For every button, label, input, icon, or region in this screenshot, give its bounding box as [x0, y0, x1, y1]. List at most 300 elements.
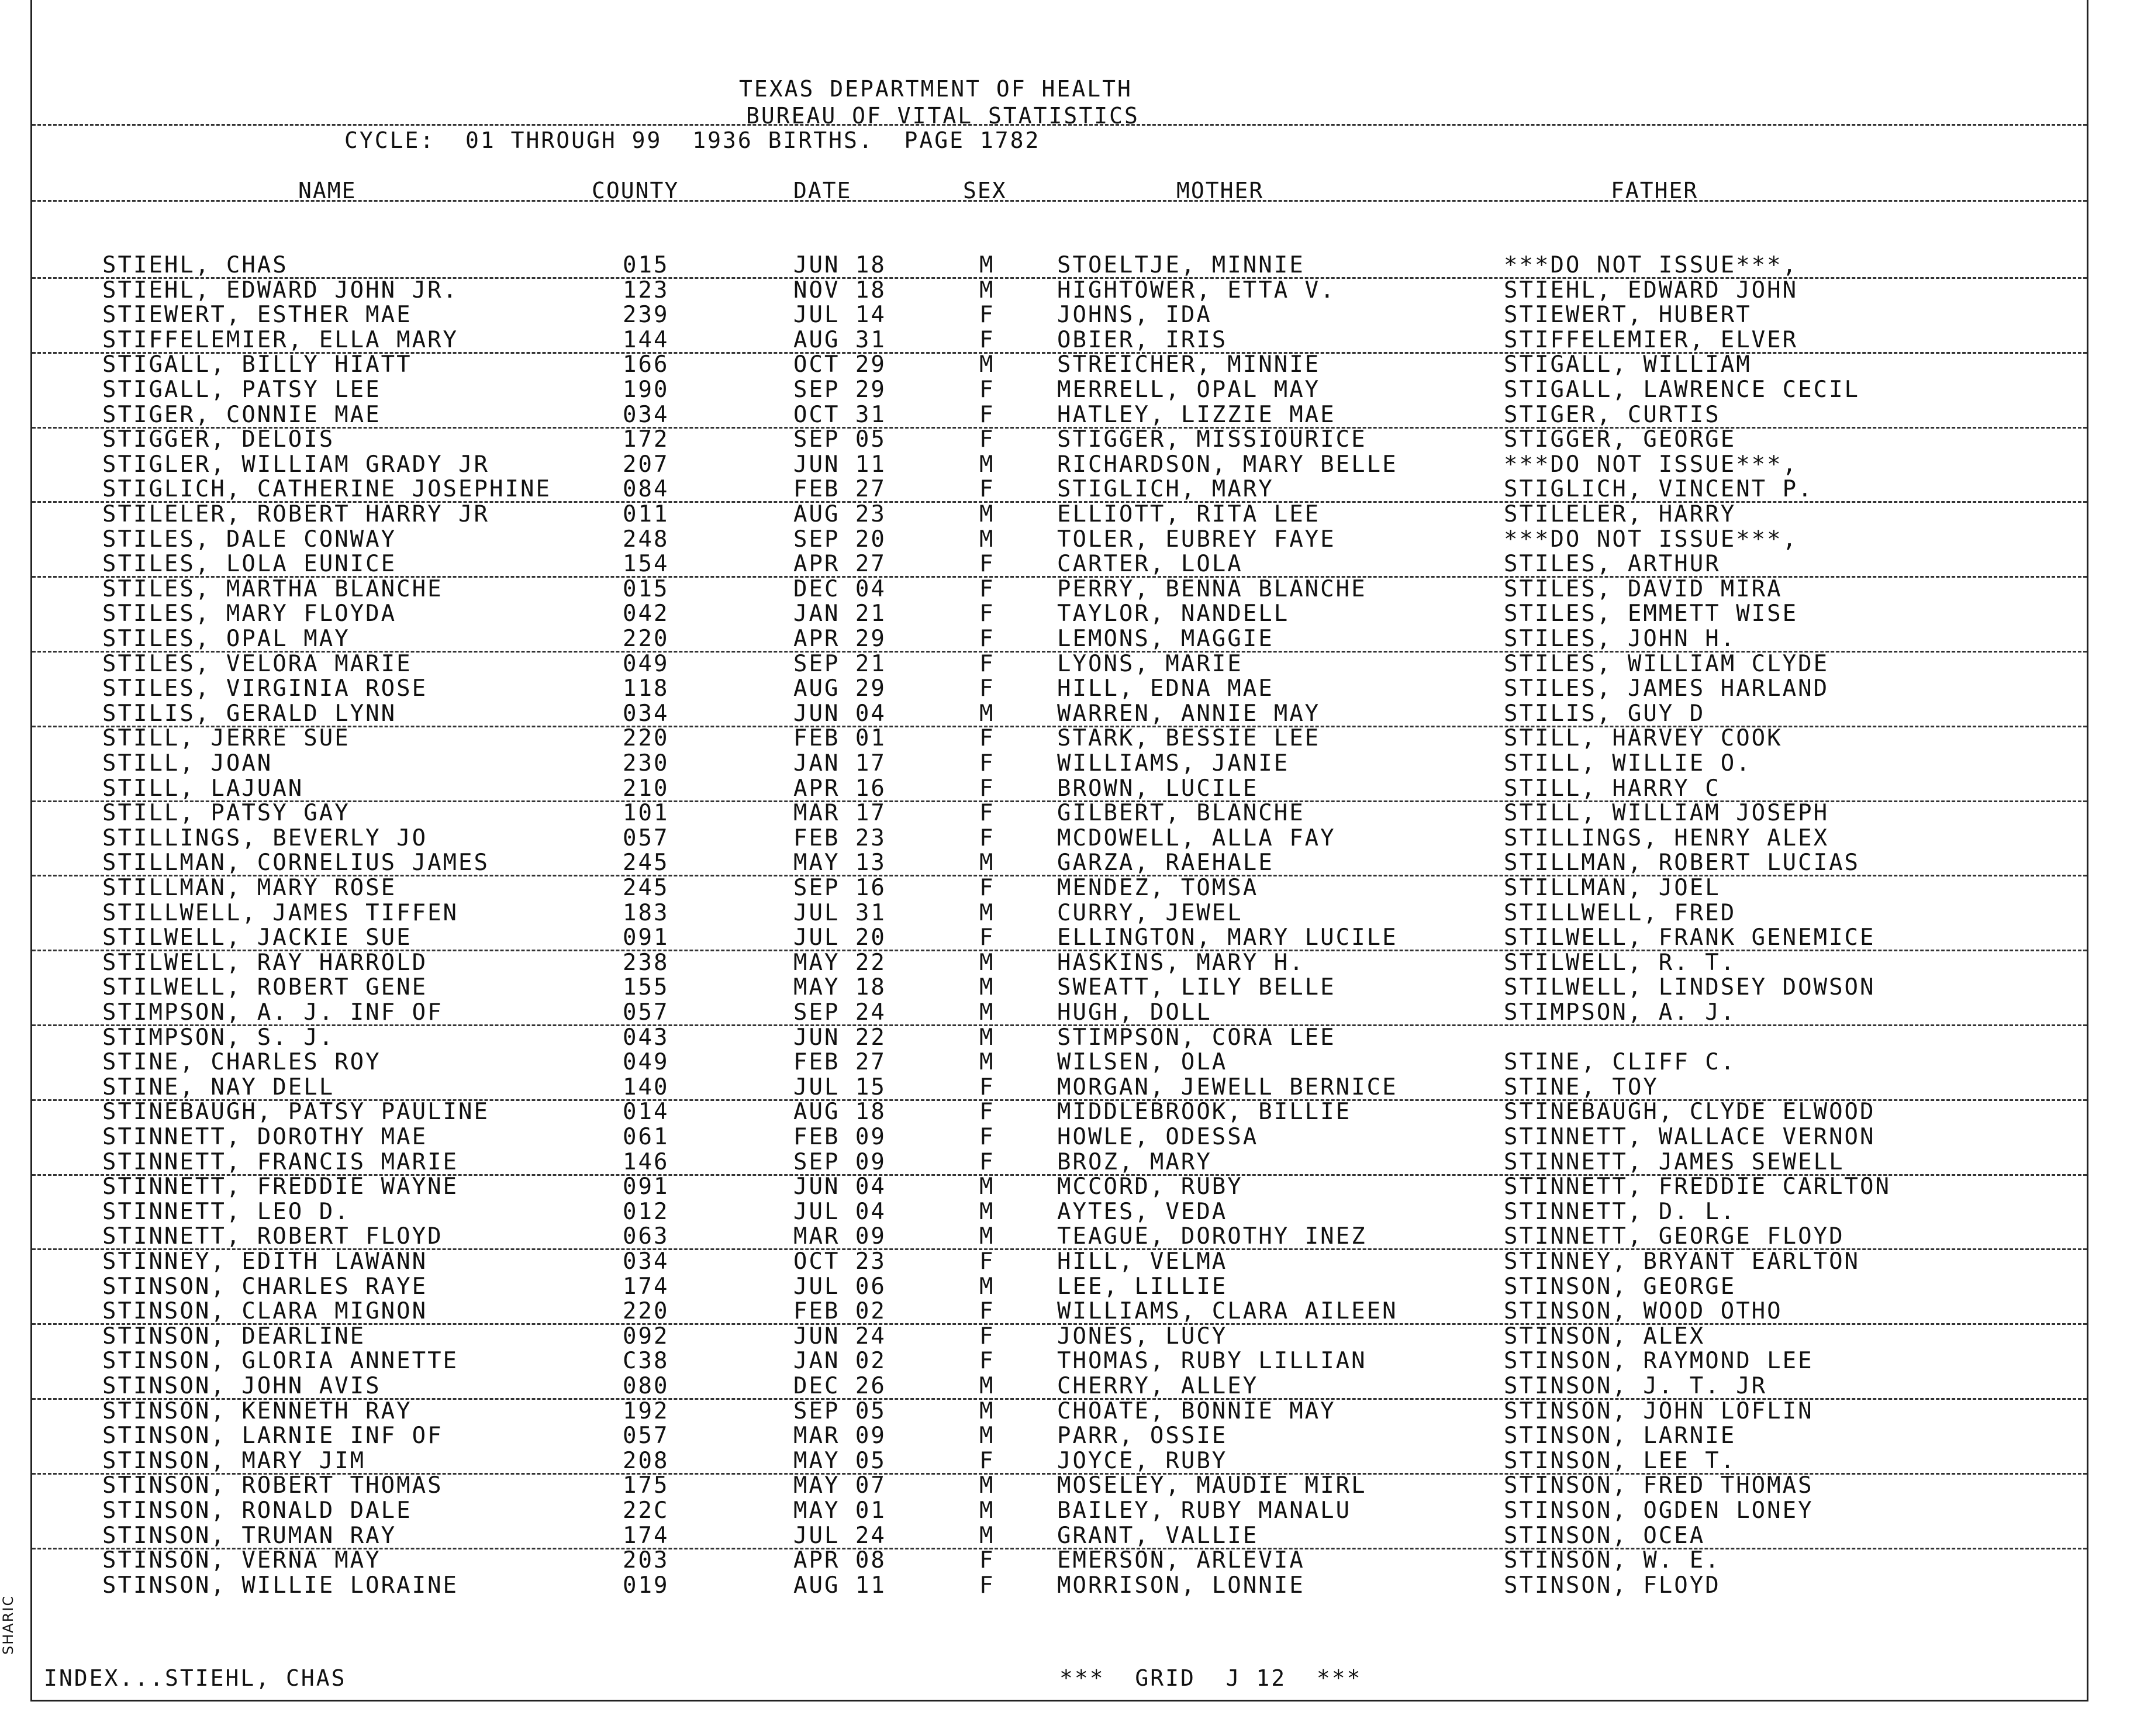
record-name: STILL, JOAN [102, 750, 273, 776]
record-row [32, 601, 2087, 626]
record-date: APR 27 [793, 551, 886, 578]
record-father: STINE, TOY [1504, 1074, 1659, 1100]
record-date: MAR 17 [793, 800, 886, 827]
record-county: 123 [623, 277, 669, 303]
record-row [32, 1473, 2087, 1497]
record-name: STILWELL, JACKIE SUE [102, 924, 412, 951]
record-father: STIGALL, LAWRENCE CECIL [1504, 377, 1860, 403]
record-father: STILES, WILLIAM CLYDE [1504, 650, 1829, 677]
record-sex: F [979, 426, 995, 453]
record-date: MAR 09 [793, 1423, 886, 1449]
record-mother: LEE, LILLIE [1057, 1273, 1228, 1300]
record-county: 019 [623, 1572, 669, 1599]
record-name: STIGLICH, CATHERINE JOSEPHINE [102, 476, 551, 503]
record-father: STILELER, HARRY [1504, 501, 1736, 527]
record-father: STINSON, GEORGE [1504, 1273, 1736, 1300]
record-date: MAY 05 [793, 1447, 886, 1474]
record-name: STIFFELEMIER, ELLA MARY [102, 326, 459, 353]
record-row [32, 975, 2087, 999]
record-date: JAN 17 [793, 750, 886, 776]
record-date: MAY 18 [793, 974, 886, 1001]
record-mother: THOMAS, RUBY LILLIAN [1057, 1348, 1367, 1375]
record-date: APR 08 [793, 1547, 886, 1574]
record-sex: F [979, 476, 995, 503]
record-mother: MORRISON, LONNIE [1057, 1572, 1305, 1599]
record-mother: BROZ, MARY [1057, 1148, 1212, 1175]
record-county: 220 [623, 626, 669, 652]
record-father: STINSON, J. T. JR [1504, 1373, 1767, 1399]
record-date: AUG 18 [793, 1099, 886, 1126]
record-mother: WILSEN, OLA [1057, 1049, 1228, 1076]
record-row [32, 626, 2087, 653]
record-county: 118 [623, 675, 669, 702]
record-mother: HIGHTOWER, ETTA V. [1057, 277, 1336, 303]
department-title: TEXAS DEPARTMENT OF HEALTH [739, 76, 1133, 102]
record-name: STINSON, GLORIA ANNETTE [102, 1348, 459, 1375]
record-county: 146 [623, 1148, 669, 1175]
record-sex: M [979, 1198, 995, 1225]
record-row [32, 327, 2087, 354]
record-sex: F [979, 775, 995, 802]
record-sex: F [979, 1447, 995, 1474]
record-name: STILL, LAJUAN [102, 775, 304, 802]
record-sex: M [979, 451, 995, 478]
record-sex: F [979, 1348, 995, 1375]
record-row [32, 502, 2087, 526]
record-father: STIEWERT, HUBERT [1504, 302, 1752, 329]
record-name: STINSON, RONALD DALE [102, 1497, 412, 1524]
record-row [32, 1423, 2087, 1448]
record-father: STINNEY, BRYANT EARLTON [1504, 1248, 1860, 1275]
record-date: JUL 15 [793, 1074, 886, 1100]
record-county: 012 [623, 1198, 669, 1225]
record-name: STILES, MARY FLOYDA [102, 600, 397, 627]
record-mother: STIGLICH, MARY [1057, 476, 1274, 503]
record-date: OCT 29 [793, 351, 886, 378]
record-row [32, 1523, 2087, 1549]
record-name: STILLWELL, JAMES TIFFEN [102, 899, 459, 926]
record-county: 238 [623, 949, 669, 976]
record-name: STINNETT, FRANCIS MARIE [102, 1148, 459, 1175]
record-date: JUL 14 [793, 302, 886, 329]
record-name: STIGALL, BILLY HIATT [102, 351, 412, 378]
record-father: STIMPSON, A. J. [1504, 999, 1736, 1026]
record-date: APR 16 [793, 775, 886, 802]
record-sex: M [979, 949, 995, 976]
record-county: 063 [623, 1223, 669, 1250]
record-name: STINSON, DEARLINE [102, 1323, 366, 1350]
record-father: STINSON, RAYMOND LEE [1504, 1348, 1814, 1375]
record-sex: F [979, 725, 995, 752]
record-date: AUG 31 [793, 326, 886, 353]
record-row [32, 377, 2087, 402]
record-mother: WILLIAMS, JANIE [1057, 750, 1290, 776]
record-mother: STARK, BESSIE LEE [1057, 725, 1321, 752]
record-name: STIGGER, DELOIS [102, 426, 335, 453]
record-father: STILL, WILLIE O. [1504, 750, 1752, 776]
record-row [32, 875, 2087, 900]
record-county: 091 [623, 924, 669, 951]
record-row [32, 900, 2087, 925]
record-name: STILIS, GERALD LYNN [102, 700, 397, 727]
record-mother: MENDEZ, TOMSA [1057, 875, 1259, 901]
record-row [32, 1573, 2087, 1597]
record-county: 192 [623, 1397, 669, 1424]
record-name: STIMPSON, A. J. INF OF [102, 999, 443, 1026]
record-sex: M [979, 700, 995, 727]
record-sex: M [979, 526, 995, 553]
record-name: STILELER, ROBERT HARRY JR [102, 501, 489, 527]
record-name: STIEHL, EDWARD JOHN JR. [102, 277, 459, 303]
record-mother: JOYCE, RUBY [1057, 1447, 1228, 1474]
record-mother: CARTER, LOLA [1057, 551, 1243, 578]
record-date: JUN 22 [793, 1024, 886, 1051]
record-name: STINNETT, FREDDIE WAYNE [102, 1174, 459, 1200]
record-date: FEB 23 [793, 824, 886, 851]
record-father: STILLINGS, HENRY ALEX [1504, 824, 1829, 851]
record-row [32, 1249, 2087, 1273]
record-county: 207 [623, 451, 669, 478]
record-county: 174 [623, 1522, 669, 1549]
record-father: STILLMAN, JOEL [1504, 875, 1721, 901]
record-row [32, 1174, 2087, 1199]
record-county: 011 [623, 501, 669, 527]
record-mother: TOLER, EUBREY FAYE [1057, 526, 1336, 553]
record-name: STINNETT, LEO D. [102, 1198, 350, 1225]
record-row [32, 850, 2087, 876]
record-sex: M [979, 277, 995, 303]
record-county: 101 [623, 800, 669, 827]
record-row [32, 726, 2087, 750]
record-date: FEB 02 [793, 1298, 886, 1325]
header-divider [32, 124, 2087, 126]
record-county: 172 [623, 426, 669, 453]
record-sex: F [979, 401, 995, 428]
record-date: JUN 18 [793, 252, 886, 278]
record-county: 061 [623, 1124, 669, 1150]
record-row [32, 826, 2087, 850]
record-name: STILL, JERRE SUE [102, 725, 350, 752]
record-mother: JONES, LUCY [1057, 1323, 1228, 1350]
column-header-county: COUNTY [592, 178, 679, 203]
record-county: 057 [623, 999, 669, 1026]
record-county: 220 [623, 725, 669, 752]
record-mother: MORGAN, JEWELL BERNICE [1057, 1074, 1398, 1100]
record-row [32, 1099, 2087, 1124]
record-sex: M [979, 1273, 995, 1300]
record-sex: M [979, 1049, 995, 1076]
record-county: 084 [623, 476, 669, 503]
record-father: STILES, JOHN H. [1504, 626, 1736, 652]
record-row [32, 1348, 2087, 1373]
record-father: STINEBAUGH, CLYDE ELWOOD [1504, 1099, 1876, 1126]
record-father: STIGER, CURTIS [1504, 401, 1721, 428]
record-name: STINSON, WILLIE LORAINE [102, 1572, 459, 1599]
record-mother: STREICHER, MINNIE [1057, 351, 1321, 378]
record-county: 057 [623, 1423, 669, 1449]
record-mother: MCDOWELL, ALLA FAY [1057, 824, 1336, 851]
record-county: 248 [623, 526, 669, 553]
record-sex: F [979, 377, 995, 403]
record-mother: ELLINGTON, MARY LUCILE [1057, 924, 1398, 951]
record-date: FEB 09 [793, 1124, 886, 1150]
record-date: SEP 24 [793, 999, 886, 1026]
register-page [30, 0, 2088, 1702]
record-county: 230 [623, 750, 669, 776]
record-name: STINE, NAY DELL [102, 1074, 335, 1100]
record-father: STIGGER, GEORGE [1504, 426, 1736, 453]
record-name: STINSON, CLARA MIGNON [102, 1298, 428, 1325]
record-father: STINNETT, WALLACE VERNON [1504, 1124, 1876, 1150]
record-county: 190 [623, 377, 669, 403]
record-mother: WARREN, ANNIE MAY [1057, 700, 1321, 727]
record-county: 175 [623, 1472, 669, 1499]
record-date: OCT 31 [793, 401, 886, 428]
record-county: 080 [623, 1373, 669, 1399]
record-sex: M [979, 1472, 995, 1499]
record-mother: WILLIAMS, CLARA AILEEN [1057, 1298, 1398, 1325]
record-county: 015 [623, 252, 669, 278]
record-mother: LYONS, MARIE [1057, 650, 1243, 677]
record-sex: F [979, 575, 995, 602]
bureau-title: BUREAU OF VITAL STATISTICS [746, 103, 1140, 129]
record-name: STIGLER, WILLIAM GRADY JR [102, 451, 489, 478]
record-row [32, 302, 2087, 327]
record-father: STIGALL, WILLIAM [1504, 351, 1752, 378]
record-father: STILL, HARVEY COOK [1504, 725, 1783, 752]
record-father: STILLMAN, ROBERT LUCIAS [1504, 850, 1860, 876]
record-sex: F [979, 1323, 995, 1350]
record-mother: MOSELEY, MAUDIE MIRL [1057, 1472, 1367, 1499]
record-name: STINNETT, ROBERT FLOYD [102, 1223, 443, 1250]
record-name: STILLMAN, CORNELIUS JAMES [102, 850, 489, 876]
record-date: JUL 04 [793, 1198, 886, 1225]
record-sex: F [979, 924, 995, 951]
record-mother: LEMONS, MAGGIE [1057, 626, 1274, 652]
record-county: 144 [623, 326, 669, 353]
record-father: STINSON, LEE T. [1504, 1447, 1736, 1474]
record-date: JAN 21 [793, 600, 886, 627]
record-county: 154 [623, 551, 669, 578]
record-sex: M [979, 1497, 995, 1524]
record-row [32, 577, 2087, 601]
record-mother: MCCORD, RUBY [1057, 1174, 1243, 1200]
record-date: JUL 20 [793, 924, 886, 951]
record-father: ***DO NOT ISSUE***, [1504, 526, 1798, 553]
record-mother: HOWLE, ODESSA [1057, 1124, 1259, 1150]
record-row [32, 452, 2087, 477]
record-county: 22C [623, 1497, 669, 1524]
column-header-mother: MOTHER [1176, 178, 1264, 203]
column-header-divider [32, 200, 2087, 202]
record-name: STILES, MARTHA BLANCHE [102, 575, 443, 602]
record-date: JUN 04 [793, 1174, 886, 1200]
record-row [32, 1274, 2087, 1299]
record-name: STIGALL, PATSY LEE [102, 377, 381, 403]
record-father: STINNETT, D. L. [1504, 1198, 1736, 1225]
record-sex: F [979, 800, 995, 827]
record-father: STILES, JAMES HARLAND [1504, 675, 1829, 702]
record-row [32, 651, 2087, 676]
record-sex: F [979, 1074, 995, 1100]
column-header-father: FATHER [1611, 178, 1698, 203]
record-county: 210 [623, 775, 669, 802]
record-name: STILES, DALE CONWAY [102, 526, 397, 553]
record-date: FEB 27 [793, 1049, 886, 1076]
record-name: STILWELL, ROBERT GENE [102, 974, 428, 1001]
record-date: DEC 04 [793, 575, 886, 602]
record-name: STIMPSON, S. J. [102, 1024, 335, 1051]
record-county: C38 [623, 1348, 669, 1375]
record-mother: SWEATT, LILY BELLE [1057, 974, 1336, 1001]
record-father: STINSON, LARNIE [1504, 1423, 1736, 1449]
record-date: DEC 26 [793, 1373, 886, 1399]
record-date: SEP 16 [793, 875, 886, 901]
record-name: STINSON, LARNIE INF OF [102, 1423, 443, 1449]
record-father: STIFFELEMIER, ELVER [1504, 326, 1798, 353]
record-mother: HATLEY, LIZZIE MAE [1057, 401, 1336, 428]
record-father: STINSON, JOHN LOFLIN [1504, 1397, 1814, 1424]
record-row [32, 1299, 2087, 1325]
record-father: STINSON, FRED THOMAS [1504, 1472, 1814, 1499]
record-mother: STIGGER, MISSIOURICE [1057, 426, 1367, 453]
record-date: JUN 24 [793, 1323, 886, 1350]
record-name: STINSON, KENNETH RAY [102, 1397, 412, 1424]
record-father: STINSON, OGDEN LONEY [1504, 1497, 1814, 1524]
record-row [32, 1324, 2087, 1348]
record-row [32, 352, 2087, 377]
record-date: FEB 01 [793, 725, 886, 752]
record-name: STILES, VELORA MARIE [102, 650, 412, 677]
record-row [32, 253, 2087, 279]
record-county: 043 [623, 1024, 669, 1051]
record-name: STINSON, ROBERT THOMAS [102, 1472, 443, 1499]
record-row [32, 1124, 2087, 1149]
record-row [32, 800, 2087, 825]
record-mother: GARZA, RAEHALE [1057, 850, 1274, 876]
column-header-sex: SEX [963, 178, 1007, 203]
record-mother: HILL, EDNA MAE [1057, 675, 1274, 702]
record-sex: M [979, 899, 995, 926]
record-date: SEP 05 [793, 426, 886, 453]
record-mother: HILL, VELMA [1057, 1248, 1228, 1275]
record-father: STINE, CLIFF C. [1504, 1049, 1736, 1076]
record-date: NOV 18 [793, 277, 886, 303]
record-father: STINNETT, FREDDIE CARLTON [1504, 1174, 1891, 1200]
record-father: STINNETT, GEORGE FLOYD [1504, 1223, 1845, 1250]
record-sex: F [979, 750, 995, 776]
record-father: STINSON, W. E. [1504, 1547, 1721, 1574]
record-sex: F [979, 1099, 995, 1126]
record-date: AUG 11 [793, 1572, 886, 1599]
record-mother: GILBERT, BLANCHE [1057, 800, 1305, 827]
record-row [32, 1050, 2087, 1074]
record-row [32, 1548, 2087, 1572]
record-row [32, 402, 2087, 429]
record-row [32, 925, 2087, 951]
record-row [32, 527, 2087, 551]
record-name: STILES, OPAL MAY [102, 626, 350, 652]
record-date: AUG 29 [793, 675, 886, 702]
record-sex: F [979, 302, 995, 329]
record-county: 245 [623, 875, 669, 901]
record-mother: HASKINS, MARY H. [1057, 949, 1305, 976]
record-county: 042 [623, 600, 669, 627]
record-sex: M [979, 351, 995, 378]
record-sex: F [979, 1572, 995, 1599]
record-name: STINSON, JOHN AVIS [102, 1373, 381, 1399]
record-county: 014 [623, 1099, 669, 1126]
record-mother: MIDDLEBROOK, BILLIE [1057, 1099, 1352, 1126]
record-county: 034 [623, 401, 669, 428]
record-date: JUL 31 [793, 899, 886, 926]
record-sex: F [979, 551, 995, 578]
record-sex: F [979, 650, 995, 677]
record-sex: F [979, 1248, 995, 1275]
record-county: 015 [623, 575, 669, 602]
record-father: STINNETT, JAMES SEWELL [1504, 1148, 1845, 1175]
record-county: 155 [623, 974, 669, 1001]
record-father: ***DO NOT ISSUE***, [1504, 451, 1798, 478]
record-sex: M [979, 1397, 995, 1424]
record-name: STILLINGS, BEVERLY JO [102, 824, 428, 851]
record-date: APR 29 [793, 626, 886, 652]
record-date: MAY 01 [793, 1497, 886, 1524]
record-county: 203 [623, 1547, 669, 1574]
record-sex: F [979, 875, 995, 901]
record-row [32, 701, 2087, 727]
record-sex: M [979, 1373, 995, 1399]
record-county: 174 [623, 1273, 669, 1300]
record-father: STILIS, GUY D [1504, 700, 1705, 727]
record-row [32, 776, 2087, 802]
record-mother: STOELTJE, MINNIE [1057, 252, 1305, 278]
record-father: STIGLICH, VINCENT P. [1504, 476, 1814, 503]
record-row [32, 751, 2087, 775]
record-name: STINNETT, DOROTHY MAE [102, 1124, 428, 1150]
record-date: FEB 27 [793, 476, 886, 503]
record-father: STILL, HARRY C [1504, 775, 1721, 802]
record-name: STILLMAN, MARY ROSE [102, 875, 397, 901]
record-date: MAR 09 [793, 1223, 886, 1250]
record-name: STINNEY, EDITH LAWANN [102, 1248, 428, 1275]
record-date: JUL 06 [793, 1273, 886, 1300]
record-name: STILES, LOLA EUNICE [102, 551, 397, 578]
record-mother: CHOATE, BONNIE MAY [1057, 1397, 1336, 1424]
record-row [32, 676, 2087, 700]
record-sex: M [979, 1423, 995, 1449]
record-name: STINEBAUGH, PATSY PAULINE [102, 1099, 489, 1126]
record-date: JUN 11 [793, 451, 886, 478]
record-row [32, 1025, 2087, 1050]
record-sex: F [979, 1124, 995, 1150]
record-father: STILWELL, R. T. [1504, 949, 1736, 976]
footer-index: INDEX...STIEHL, CHAS [44, 1665, 347, 1691]
record-row [32, 1199, 2087, 1224]
footer-grid: *** GRID J 12 *** [1059, 1665, 1362, 1691]
record-father: STIEHL, EDWARD JOHN [1504, 277, 1798, 303]
record-father: STILWELL, FRANK GENEMICE [1504, 924, 1876, 951]
record-name: STINSON, MARY JIM [102, 1447, 366, 1474]
record-sex: F [979, 675, 995, 702]
record-father: STILL, WILLIAM JOSEPH [1504, 800, 1829, 827]
record-date: JUN 04 [793, 700, 886, 727]
record-sex: F [979, 824, 995, 851]
side-label: SHARIC [0, 1595, 16, 1655]
record-sex: F [979, 600, 995, 627]
record-date: SEP 09 [793, 1148, 886, 1175]
record-row [32, 1373, 2087, 1400]
